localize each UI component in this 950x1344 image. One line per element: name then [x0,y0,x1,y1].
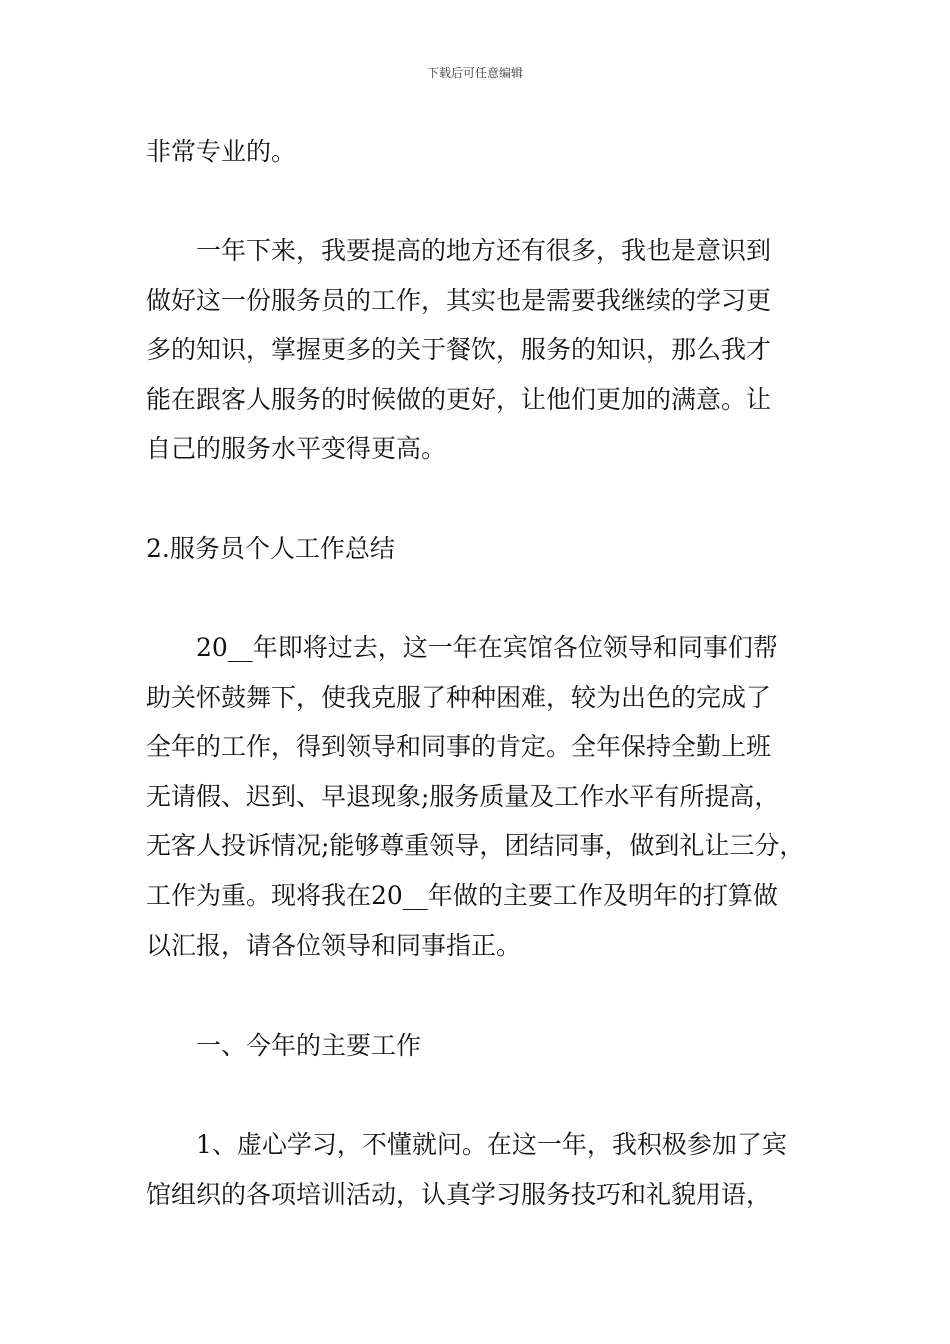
text-line: 自己的服务水平变得更高。 [146,434,447,464]
text-line: 多的知识，掌握更多的关于餐饮，服务的知识，那么我才 [146,335,772,365]
text-line: 馆组织的各项培训活动，认真学习服务技巧和礼貌用语， [146,1179,772,1209]
subheading [146,1021,816,1071]
text-line: 非常专业的。 [146,137,297,166]
text-line: 全年的工作，得到领导和同事的肯定。全年保持全勤上班 [146,732,772,762]
section-title-text: 2.服务员个人工作总结 [146,534,395,563]
text-line: 能在跟客人服务的时候做的更好，让他们更加的满意。让 [146,384,772,414]
text-line: 助关怀鼓舞下，使我克服了种种困难，较为出色的完成了 [146,682,772,712]
page-header-note: 下载后可任意编辑 [426,66,523,80]
text-line: 无客人投诉情况;能够尊重领导，团结同事，做到礼让三分， [146,831,805,861]
paragraph-improvement [146,226,816,474]
section-title [146,524,816,574]
text-line: 以汇报，请各位领导和同事指正。 [146,930,522,960]
text-line: 工作为重。现将我在20__年做的主要工作及明年的打算做 [146,880,778,910]
subheading-text: 一、今年的主要工作 [196,1031,422,1060]
continuation-paragraph [146,127,816,177]
text-line: 无请假、迟到、早退现象;服务质量及工作水平有所提高， [146,781,780,811]
text-line: 20__年即将过去，这一年在宾馆各位领导和同事们帮 [196,633,778,662]
paragraph-learning [146,1120,816,1219]
text-line: 做好这一份服务员的工作，其实也是需要我继续的学习更 [146,285,772,315]
paragraph-year-summary [146,623,816,970]
text-line: 1、虚心学习，不懂就问。在这一年，我积极参加了宾 [196,1130,787,1159]
text-line: 一年下来，我要提高的地方还有很多，我也是意识到 [196,236,772,265]
